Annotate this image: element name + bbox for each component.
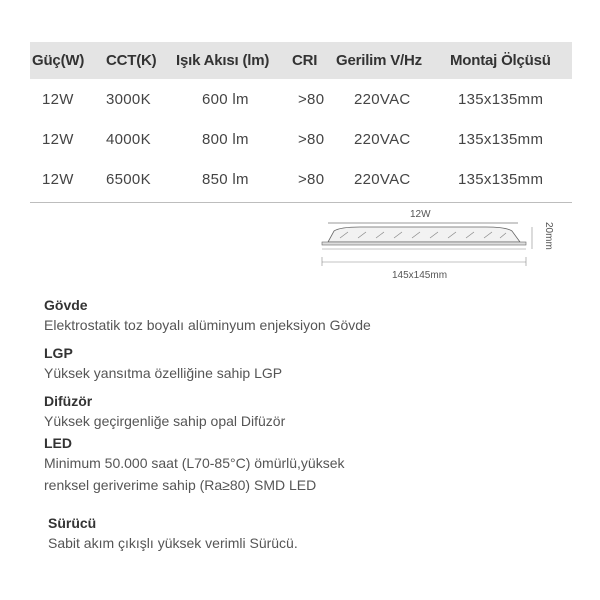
section-text: Yüksek yansıtma özelliğine sahip LGP xyxy=(44,365,283,381)
cell-power: 12W xyxy=(42,90,74,108)
power-label: 12W xyxy=(410,209,431,220)
section-title: Difüzör xyxy=(44,393,93,409)
table-divider xyxy=(30,202,572,203)
header-voltage: Gerilim V/Hz xyxy=(336,52,422,69)
cell-luminous-flux: 800 lm xyxy=(202,130,249,148)
cell-mounting-size: 135x135mm xyxy=(458,170,544,188)
cell-power: 12W xyxy=(42,170,74,188)
cell-cri: >80 xyxy=(298,90,325,108)
dimension-diagram xyxy=(300,204,560,290)
cell-cct: 4000K xyxy=(106,130,151,148)
header-power: Güç(W) xyxy=(32,52,85,69)
spec-table xyxy=(30,42,572,203)
section-body xyxy=(44,296,371,336)
cell-voltage: 220VAC xyxy=(354,170,411,188)
cell-power: 12W xyxy=(42,130,74,148)
section-text: renksel geriverime sahip (Ra≥80) SMD LED xyxy=(44,477,317,493)
section-driver xyxy=(48,514,298,554)
section-text: Minimum 50.000 saat (L70-85°C) ömürlü,yüksek xyxy=(44,455,345,471)
header-mounting-size: Montaj Ölçüsü xyxy=(450,52,551,69)
cell-luminous-flux: 600 lm xyxy=(202,90,249,108)
cell-cct: 6500K xyxy=(106,170,151,188)
section-text: Sabit akım çıkışlı yüksek verimli Sürücü. xyxy=(48,535,298,551)
table-row xyxy=(30,119,572,159)
section-title: LED xyxy=(44,435,72,451)
fixture-profile xyxy=(322,227,526,249)
cell-cri: >80 xyxy=(298,170,325,188)
section-diffuser xyxy=(44,392,285,432)
cell-cri: >80 xyxy=(298,130,325,148)
table-row xyxy=(30,159,572,199)
section-text: Yüksek geçirgenliğe sahip opal Difüzör xyxy=(44,413,286,429)
cell-mounting-size: 135x135mm xyxy=(458,90,544,108)
cell-voltage: 220VAC xyxy=(354,90,411,108)
header-cri: CRI xyxy=(292,52,318,69)
height-label: 20mm xyxy=(543,222,554,250)
table-row xyxy=(30,79,572,119)
width-label: 145x145mm xyxy=(392,270,448,281)
table-header-row xyxy=(30,42,572,79)
cell-voltage: 220VAC xyxy=(354,130,411,148)
section-title: LGP xyxy=(44,345,73,361)
section-lgp xyxy=(44,344,282,384)
cell-mounting-size: 135x135mm xyxy=(458,130,544,148)
header-cct: CCT(K) xyxy=(106,52,157,69)
header-luminous-flux: Işık Akısı (lm) xyxy=(176,52,270,69)
cell-cct: 3000K xyxy=(106,90,151,108)
section-led xyxy=(44,434,345,496)
cell-luminous-flux: 850 lm xyxy=(202,170,249,188)
section-title: Gövde xyxy=(44,297,88,313)
fixture-profile-drawing xyxy=(300,204,560,290)
section-text: Elektrostatik toz boyalı alüminyum enjeksiyon Gövde xyxy=(44,317,371,333)
section-title: Sürücü xyxy=(48,515,97,531)
